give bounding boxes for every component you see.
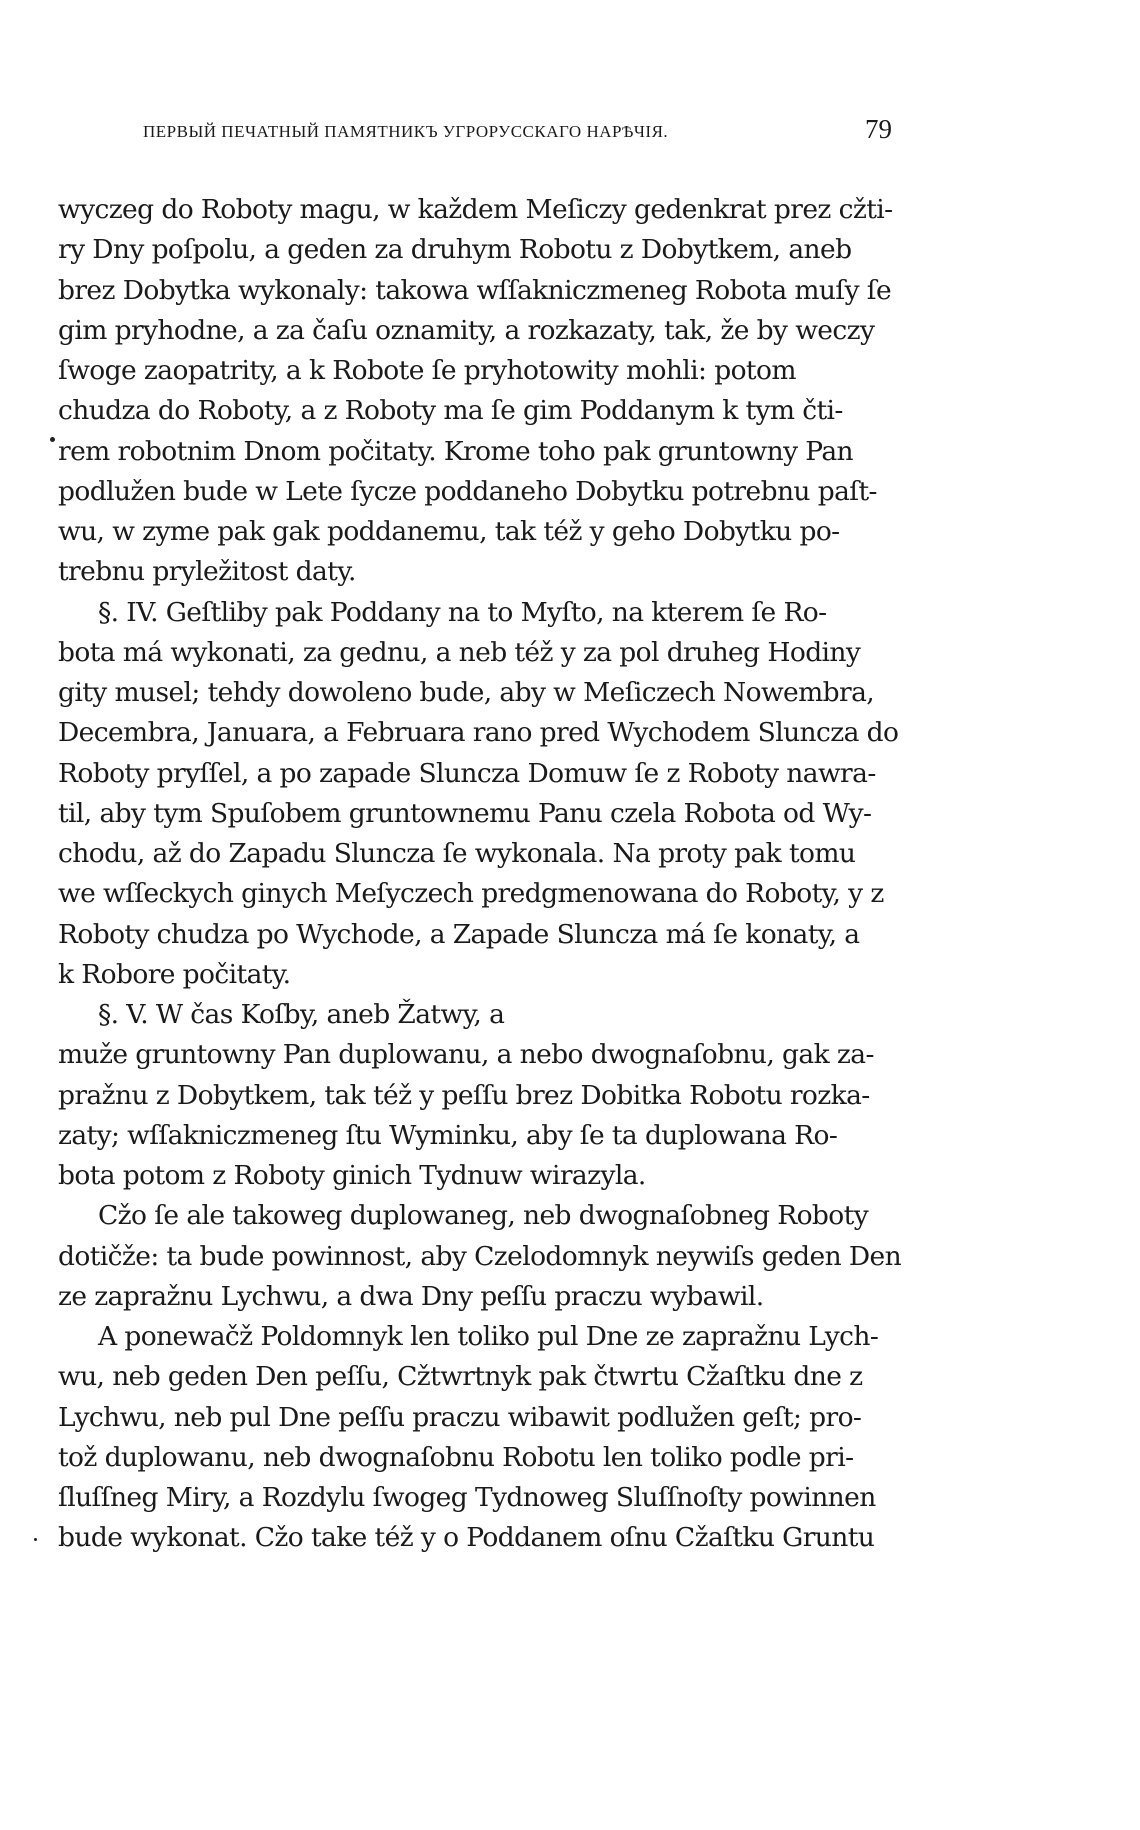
text-line: wu, w zyme pak gak poddanemu, tak též y geho Dobytku po- [58, 516, 840, 547]
text-line: chudza do Roboty, a z Roboty ma ſe gim Poddanym k tym čti- [58, 395, 843, 427]
running-head: ПЕРВЫЙ ПЕЧАТНЫЙ ПАМЯТНИКЪ УГРОРУССКАГО НАРѢЧІЯ. [143, 122, 669, 141]
text-line: podlužen bude w Lete ſycze poddaneho Dobytku potrebnu paſt- [58, 475, 877, 507]
text-line: dotičže: ta bude powinnost, aby Czelodomnyk neywiſs geden Den [58, 1240, 902, 1272]
text-line: §. IV. Geſtliby pak Poddany na to Myſto, na kterem ſe Ro- [98, 596, 827, 628]
text-line: til, aby tym Spuſobem gruntownemu Panu czela Robota od Wy- [58, 797, 872, 829]
text-line: gity musel; tehdy dowoleno bude, aby w Meſiczech Nowembra, [58, 677, 875, 708]
text-line: brez Dobytka wykonaly: takowa wſſakniczmeneg Robota muſy ſe [58, 274, 892, 306]
text-line: Decembra, Januara, a Februara rano pred Wychodem Sluncza do [58, 717, 899, 749]
text-line: Lychwu, neb pul Dne peſſu praczu wibawit podlužen geſt; pro- [58, 1401, 862, 1433]
text-line: A ponewačž Poldomnyk len toliko pul Dne ze zapražnu Lych- [98, 1321, 879, 1352]
text-line: trebnu pryležitost daty. [58, 556, 356, 588]
text-line: bude wykonat. Cžo take též y o Poddanem oſnu Cžaſtku Gruntu [58, 1522, 875, 1554]
page-number: 79 [865, 114, 892, 144]
text-line: ſwoge zaopatrity, a k Robote ſe pryhotowity mohli: potom [58, 355, 796, 386]
text-line: bota potom z Roboty ginich Tydnuw wirazyla. [58, 1160, 646, 1191]
text-line: rem robotnim Dnom počitaty. Krome toho pak gruntowny Pan [58, 435, 854, 467]
text-line: Roboty pryſſel, a po zapade Sluncza Domuw ſe z Roboty nawra- [58, 757, 876, 789]
text-line: tož duplowanu, neb dwognaſobnu Robotu len toliko podle pri- [58, 1441, 854, 1473]
text-line: pražnu z Dobytkem, tak též y peſſu brez Dobitka Robotu rozka- [58, 1079, 870, 1111]
text-line: gim pryhodne, a za čaſu oznamity, a rozkazaty, tak, že by weczy [58, 314, 875, 346]
text-line: chodu, až do Zapadu Sluncza ſe wykonala. Na proty pak tomu [58, 838, 856, 869]
text-line: wu, neb geden Den peſſu, Cžtwrtnyk pak čtwrtu Cžaſtku dne z [58, 1361, 863, 1393]
text-line: k Robore počitaty. [58, 958, 291, 990]
text-line: §. V. W čas Koſby, aneb Žatwy, a [98, 999, 505, 1030]
text-line: bota má wykonati, za gednu, a neb též y za pol druheg Hodiny [58, 636, 861, 668]
text-line: zaty; wſſakniczmeneg ſtu Wyminku, aby ſe ta duplowana Ro- [58, 1119, 838, 1151]
ink-speck [50, 437, 55, 442]
text-line: wyczeg do Roboty magu, w každem Meſiczy gedenkrat prez cžti- [58, 194, 893, 225]
text-line: ze zapražnu Lychwu, a dwa Dny peſſu praczu wybawil. [58, 1280, 764, 1312]
text-line: Roboty chudza po Wychode, a Zapade Sluncza má ſe konaty, a [58, 918, 860, 950]
text-line: ry Dny poſpolu, a geden za druhym Robotu z Dobytkem, aneb [58, 234, 852, 266]
text-line: ſluſſneg Miry, a Rozdylu ſwogeg Tydnoweg Sluſſnoſty powinnen [58, 1482, 876, 1513]
text-line: Cžo ſe ale takoweg duplowaneg, neb dwognaſobneg Roboty [98, 1200, 869, 1232]
text-line: we wſſeckych ginych Meſyczech predgmenowana do Roboty, y z [58, 878, 884, 910]
ink-speck [34, 1538, 37, 1541]
body-text [58, 190, 908, 1559]
text-line: muže gruntowny Pan duplowanu, a nebo dwognaſobnu, gak za- [58, 1039, 874, 1071]
